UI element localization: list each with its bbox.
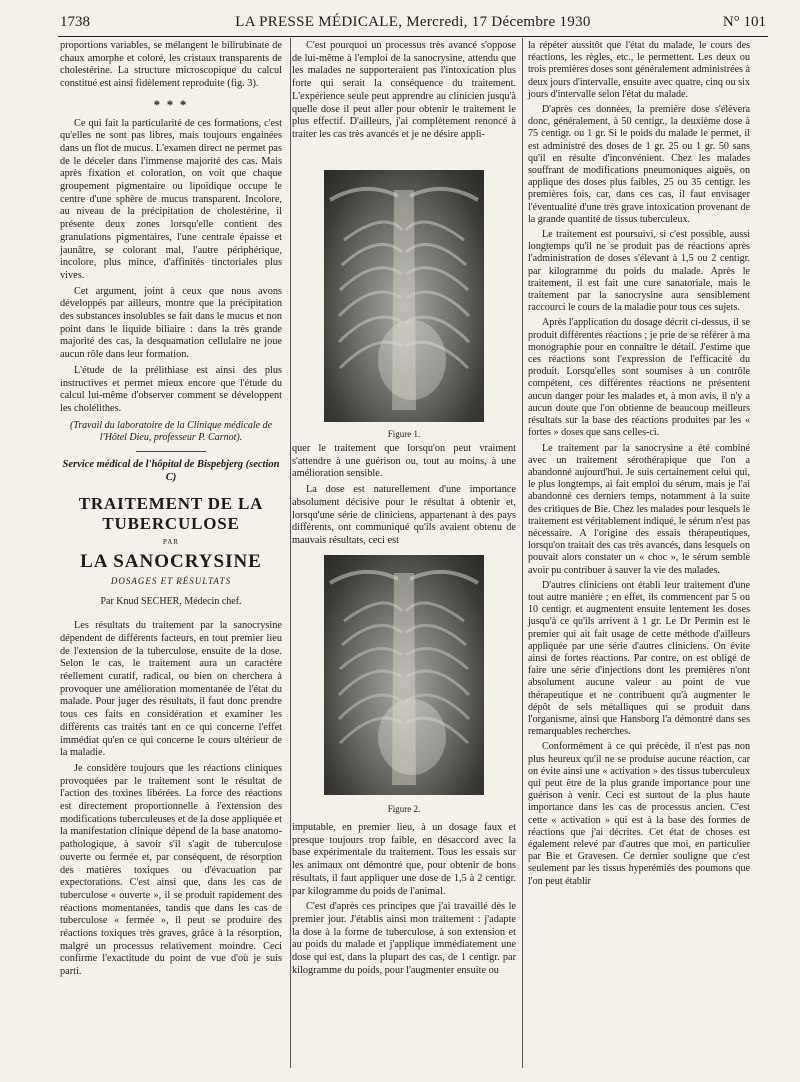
section-separator: * * * [153, 96, 189, 112]
column-divider-1 [290, 38, 291, 1068]
heading-connector: PAR [163, 538, 179, 547]
page-number: 1738 [60, 14, 90, 30]
column-2-top [292, 40, 516, 145]
article-heading-main: LA SANOCRYSINE [80, 550, 262, 572]
article-heading: TRAITEMENT DE LA TUBERCULOSE [78, 494, 264, 534]
xray-figure-2 [324, 555, 484, 795]
paragraph: L'étude de la prélithiase est ainsi des plus instructives et permet mieux encore que l'étude du calcul lui-même d'observer comment se développent les cholélithes. [60, 364, 282, 414]
paragraph: C'est pourquoi un processus très avancé s'oppose de lui-même à l'emploi de la sanocrysine, attendu que les malades ne supporteraient pas l'intoxication plus forte qui serait la conséquence du traitement. L'expérience seule peut apprendre au clinicien jusqu'à quelle dose il peut aller pour obtenir le traitement le plus effectif. D'ailleurs, j'ai complètement renoncé à traiter les cas très avancés et je ne désire appli- [292, 40, 516, 140]
publication-title: LA PRESSE MÉDICALE, Mercredi, 17 Décembre 1930 [235, 14, 591, 30]
paragraph: Je considère toujours que les réactions cliniques provoquées par le traitement sont le résultat de l'action des toxines libérées. La force des réactions est directement proportionnelle à l'extension des modifications tuberculeuses et de la dose appliquée et la manifestation clinique dépend de la base anatomo-pathologique, à savoir s'il s'agit de tuberculose ouverte ou fermée et, par conséquent, de résorption des matières toxiques ou d'évacuation par expectorations. C'est ainsi que, dans les cas de tuberculose « ouverte », il se produit rapidement des réactions momentanées, tandis que dans les cas de tuberculose « fermée », il peut se produire des réactions toxiques très graves, grâce à la résorption, malgré un processus relativement moindre. Ceci confirme l'exactitude du point de vue d'où je suis parti. [60, 762, 282, 978]
paragraph: Les résultats du traitement par la sanocrysine dépendent de différents facteurs, en tout premier lieu de l'extension de la tuberculose, ensuite de la dose. Selon le cas, le traitement aura un caractère réellement curatif, radical, ou bien on cherchera à provoquer une amélioration momentanée de l'état du malade. Pour juger des résultats, il faut donc prendre tous ces faits en considération et examiner les différents cas traités tant en ce qui concerne l'effet immédiat qu'en ce qui concerne le cours ultérieur de la maladie. [60, 620, 282, 759]
chest-xray-image [324, 170, 484, 422]
paragraph: Le traitement est poursuivi, si c'est possible, aussi longtemps qu'il ne se produit pas de réactions après l'administration de doses s'élevant à 1,5 ou 2 centigr. par kilogramme du poids du malade. Après le traitement, il est fait une cure sanatoriale, mais le traitement par la sanocrysine aura sensiblement raccourci le cours de la maladie pour tous ces sujets. [528, 229, 750, 314]
paragraph: C'est d'après ces principes que j'ai travaillé dès le premier jour. J'établis ainsi mon traitement : j'adapte la dose à la forme de tuberculose, à son extension et au poids du malade et j'applique immédiatement une dose qui est, dans la plupart des cas, de 1 centigr. par kilogramme du poids, pour l'augmenter ensuite ou [292, 901, 516, 976]
article-credit: (Travail du laboratoire de la Clinique médicale de l'Hôtel Dieu, professeur P. Carnot). [69, 419, 273, 444]
figure-1-caption: Figure 1. [387, 429, 421, 439]
article-subheading: DOSAGES ET RÉSULTATS [110, 575, 232, 586]
paragraph: Cet argument, joint à ceux que nous avons développés par ailleurs, montre que la précipitation des substances insolubles se fait dans le mucus et non point dans le liquide biliaire : dans la très grande majorité des cas, la desquamation cellulaire ne joue aucun rôle dans leur formation. [60, 285, 282, 361]
xray-figure-1 [324, 170, 484, 422]
divider [136, 451, 206, 452]
header-rule [58, 36, 768, 37]
paragraph: la répéter aussitôt que l'état du malade, le cours des réactions, les règles, etc., le permettent. Les deux ou trois premières doses sont généralement administrées à deux jours d'intervalle, ensuite avec quatre, cinq ou six jours d'intervalle selon l'état du malade. [528, 40, 750, 100]
author-line: Par Knud SECHER, Médecin chef. [100, 595, 242, 607]
paragraph: Le traitement par la sanocrysine a été combiné avec un traitement sérothérapique que l'on a abandonné aujourd'hui. Je suis certainement celui qui, le plus longtemps, ai fait emploi du sérum, mais je l'ai abandonné ces derniers temps, notamment à la suite des critiques de Bie. Chez les malades pour lesquels le traitement est véritablement indiqué, le sérum n'est pas nécessaire. A l'origine des essais thérapeutiques, lorsqu'on traitait des cas très avancés, dans lesquels on pouvait alors constater un « choc », le sérum semble avoir pu contribuer à sauver la vie des malades. [528, 442, 750, 576]
paragraph: D'après ces données, la première dose s'élèvera donc, généralement, à 50 centigr., la deuxième dose à 75 centigr. ou 1 gr. Si le poids du malade le permet, il est administré des doses de 1 gr. 25 ou 1 gr. 50 sans qu'il en résulte d'inconvénient. Chez les malades souffrant de modifications pneumoniques aiguës, on applique des doses plus faibles, 25 ou 35 centigr. les premières fois, car, dans ces cas, il faut envisager l'éventualité d'une très grave intoxication provenant de la grande quantité de tissus tuberculeux. [528, 104, 750, 225]
service-line: Service médical de l'hôpital de Bispebjerg (section C) [62, 459, 280, 484]
paragraph: proportions variables, se mélangent le bilirubinate de chaux amorphe et coloré, les cristaux transparents de cholestérine. La structure microscopique du calcul constitué est ainsi fidèlement reproduite (fig. 3). [60, 40, 282, 90]
paragraph: D'autres cliniciens ont établi leur traitement d'une tout autre manière ; en effet, ils commencent par 5 ou 10 centigr. et augmentent ensuite lentement les doses jusqu'à ce qu'ils arrivent à 1 gr. Le Dr Permin est le premier qui ait fait usage de cette méthode d'ailleurs appliquée par une série d'autres cliniciens. On évite ainsi de fortes réactions. Par contre, on est obligé de faire une série d'injections dont les premières n'ont absolument aucune valeur au point de vue thérapeutique et ne contribuent qu'à augmenter le dépôt de sels métalliques qui se produit dans l'organisme, ainsi que Hansborg l'a démontré dans ses remarquables recherches. [528, 579, 750, 738]
column-divider-2 [522, 38, 523, 1068]
issue-number: N° 101 [722, 14, 766, 30]
column-3 [528, 40, 750, 891]
paragraph: Conformément à ce qui précède, il n'est pas non plus heureux qu'il ne se produise aucune réaction, car on évite ainsi une « activation » des tissus tuberculeux qui peut être de la plus grande importance pour une guérison à venir. Ceci est surtout de la plus haute importance dans les cas de processus ancien. C'est cette « activation » qui est à la base des formes de réactions que j'ai décrites. Cet état de choses est également relevé par d'autres que moi, en particulier par Bie et Gravesen. Ce dernier souligne que c'est seulement par les tissus hyperémiés des poumons que l'on peut établir [528, 741, 750, 887]
figure-2-caption: Figure 2. [387, 804, 421, 814]
chest-xray-image [324, 555, 484, 795]
paragraph: imputable, en premier lieu, à un dosage faux et presque toujours trop faible, en désaccord avec la base expérimentale du traitement. Tous les essais sur les animaux ont démontré que, pour obtenir de bons résultats, il faut appliquer une dose de 1,5 à 2 centigr. par kilogramme du poids de l'animal. [292, 822, 516, 897]
column-1 [60, 40, 282, 982]
paragraph: La dose est naturellement d'une importance absolument décisive pour le résultat à obtenir et, lorsqu'une série de cliniciens, appartenant à des pays différents, ont communiqué qu'ils avaient obtenu de mauvais résultats, ceci est [292, 484, 516, 546]
page-header [60, 14, 766, 34]
paragraph: Ce qui fait la particularité de ces formations, c'est qu'elles ne sont pas libres, mais toujours engainées dans un flot de mucus. L'examen direct ne permet pas de le déceler dans l'immense majorité des cas. Mais après fixation et coloration, on voit que chaque groupement pigmentaire ou lipoïdique occupe le centre d'une sphère de mucus transparent. Incolore, au niveau de la précipitation de cholestérine, il présente deux zones lorsqu'elle contient des granulations pigmentaires, l'une centrale épaisse et jaunâtre, se colorant mal, l'autre périphérique, incolore, plus mince, d'affinités tinctoriales plus vives. [60, 117, 282, 281]
column-2-middle [292, 443, 516, 551]
column-2-bottom [292, 822, 516, 980]
paragraph: quer le traitement que lorsqu'on peut vraiment s'attendre à une guérison ou, tout au moins, à une amélioration sensible. [292, 443, 516, 480]
paragraph: Après l'application du dosage décrit ci-dessus, il se produit différentes réactions ; je prie de se référer à ma monographie pour en connaître le détail. J'estime que ces réactions sont l'expression de l'efficacité du produit. Lorsqu'elles sont soumises à un contrôle compétent, ces différentes réactions ne présentent aucun danger pour les malades et, à mon avis, il n'y a aucun doute que l'on obtienne de beaucoup meilleurs résultats sur la base des réactions produites par les « fortes » doses que sans celles-ci. [528, 317, 750, 439]
